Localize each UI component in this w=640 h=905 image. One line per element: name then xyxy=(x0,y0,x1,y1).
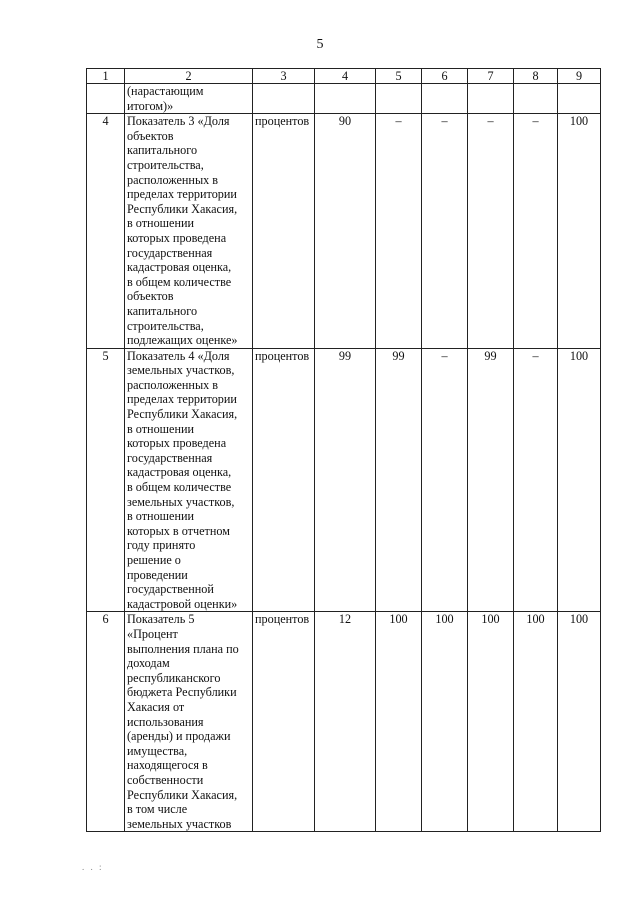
column-header: 3 xyxy=(253,69,315,84)
scan-mark: . . : xyxy=(82,862,104,872)
table-header-row xyxy=(87,69,601,84)
indicator-name-line: расположенных в xyxy=(127,172,219,187)
value-cell: 100 xyxy=(558,348,601,612)
column-header: 9 xyxy=(558,69,601,84)
indicator-name-line: находящегося в xyxy=(127,758,208,773)
indicator-name-line: в общем количестве xyxy=(127,480,232,495)
value-cell: – xyxy=(468,114,514,349)
value-cell: – xyxy=(422,114,468,349)
indicator-name-line: строительства, xyxy=(127,157,204,172)
value-cell xyxy=(422,84,468,114)
column-header: 8 xyxy=(514,69,558,84)
column-header: 5 xyxy=(376,69,422,84)
value-cell: 100 xyxy=(514,612,558,832)
indicator-name-line: собственности xyxy=(127,772,204,787)
table-row xyxy=(87,348,601,612)
indicator-name-cell xyxy=(125,348,253,612)
indicator-name-line: которых проведена xyxy=(127,436,227,451)
row-number-cell: 6 xyxy=(87,612,125,832)
unit-cell: процентов xyxy=(253,348,315,612)
indicator-name-line: республиканского xyxy=(127,670,221,685)
value-cell: 99 xyxy=(468,348,514,612)
indicator-name-line: Показатель 4 «Доля xyxy=(127,348,230,363)
indicator-name-line: доходам xyxy=(127,656,170,671)
value-cell xyxy=(468,84,514,114)
indicator-name-line: выполнения плана по xyxy=(127,641,239,656)
indicator-name-line: Показатель 5 xyxy=(127,612,195,627)
value-cell xyxy=(376,84,422,114)
indicator-name-line: подлежащих оценке» xyxy=(127,333,238,348)
indicator-name-line: Показатель 3 «Доля xyxy=(127,114,230,129)
value-cell: – xyxy=(514,114,558,349)
indicator-name-line: государственная xyxy=(127,450,213,465)
indicator-name-line: Хакасия от xyxy=(127,699,185,714)
indicator-name-line: Республики Хакасия, xyxy=(127,787,238,802)
indicator-name-line: в том числе xyxy=(127,802,188,817)
indicator-name-line: итогом)» xyxy=(127,98,174,113)
indicator-name-line: (аренды) и продажи xyxy=(127,729,231,744)
page-number: 5 xyxy=(316,37,324,52)
indicator-name-line: в общем количестве xyxy=(127,274,232,289)
indicator-name-line: в отношении xyxy=(127,216,195,231)
value-cell xyxy=(514,84,558,114)
indicator-name-line: объектов xyxy=(127,289,174,304)
indicator-name-line: кадастровая оценка, xyxy=(127,260,232,275)
value-cell: 90 xyxy=(315,114,376,349)
indicator-name-line: земельных участков xyxy=(127,816,232,831)
value-cell: 100 xyxy=(558,114,601,349)
value-cell: 99 xyxy=(376,348,422,612)
column-header: 4 xyxy=(315,69,376,84)
indicator-name-line: использования xyxy=(127,714,204,729)
indicator-name-line: решение о xyxy=(127,553,181,567)
value-cell: 100 xyxy=(468,612,514,832)
value-cell: – xyxy=(514,348,558,612)
column-header: 1 xyxy=(87,69,125,84)
indicator-name-line: (нарастающим xyxy=(127,84,204,98)
value-cell: 100 xyxy=(422,612,468,832)
value-cell xyxy=(315,84,376,114)
value-cell: 99 xyxy=(315,348,376,612)
unit-cell xyxy=(253,84,315,114)
indicator-name-line: капитального xyxy=(127,143,198,158)
value-cell: 100 xyxy=(376,612,422,832)
indicator-name-line: имущества, xyxy=(127,743,188,758)
indicator-name-cell xyxy=(125,114,253,349)
indicator-name-line: проведении xyxy=(127,567,188,582)
indicator-name-line: в отношении xyxy=(127,421,195,436)
indicator-name-line: пределах территории xyxy=(127,392,237,407)
indicator-name-cell xyxy=(125,612,253,832)
indicator-name-line: кадастровой оценки» xyxy=(127,596,238,611)
indicator-name-line: государственной xyxy=(127,582,214,597)
column-header: 2 xyxy=(125,69,253,84)
indicator-name-line: земельных участков, xyxy=(127,363,235,378)
value-cell: – xyxy=(376,114,422,349)
column-header: 6 xyxy=(422,69,468,84)
indicator-name-line: году принято xyxy=(127,538,196,553)
value-cell: 12 xyxy=(315,612,376,832)
indicator-name-line: строительства, xyxy=(127,318,204,333)
indicator-name-line: в отношении xyxy=(127,509,195,524)
value-cell xyxy=(558,84,601,114)
table-row xyxy=(87,612,601,832)
indicator-name-line: которых проведена xyxy=(127,230,227,245)
indicator-name-line: объектов xyxy=(127,128,174,143)
indicator-name-line: государственная xyxy=(127,245,213,260)
indicator-name-line: пределах территории xyxy=(127,187,237,202)
value-cell: – xyxy=(422,348,468,612)
indicator-name-line: «Процент xyxy=(127,626,178,641)
unit-cell: процентов xyxy=(253,612,315,832)
indicator-name-line: бюджета Республики xyxy=(127,685,237,700)
indicator-name-line: которых в отчетном xyxy=(127,523,230,538)
indicator-name-line: Республики Хакасия, xyxy=(127,407,238,422)
unit-cell: процентов xyxy=(253,114,315,349)
indicator-name-line: земельных участков, xyxy=(127,494,235,509)
indicator-name-cell xyxy=(125,84,253,114)
indicator-name-line: кадастровая оценка, xyxy=(127,465,232,480)
value-cell: 100 xyxy=(558,612,601,832)
table-row xyxy=(87,114,601,349)
column-header: 7 xyxy=(468,69,514,84)
row-number-cell xyxy=(87,84,125,114)
indicator-name-line: капитального xyxy=(127,303,198,318)
table-row xyxy=(87,84,601,114)
indicators-table xyxy=(86,68,601,832)
row-number-cell: 5 xyxy=(87,348,125,612)
row-number-cell: 4 xyxy=(87,114,125,349)
indicator-name-line: расположенных в xyxy=(127,377,219,392)
indicator-name-line: Республики Хакасия, xyxy=(127,201,238,216)
